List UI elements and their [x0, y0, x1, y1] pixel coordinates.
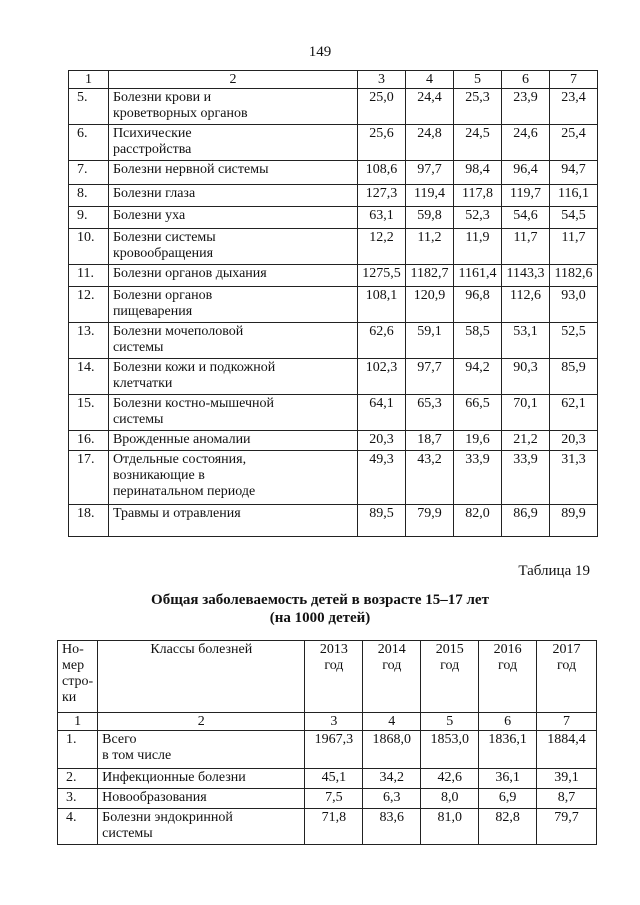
column-header: 2017 год	[537, 641, 597, 713]
value-cell: 20,3	[358, 431, 406, 451]
table-header-row	[69, 71, 598, 89]
value-cell: 1275,5	[358, 265, 406, 287]
value-cell: 6,9	[479, 789, 537, 809]
table-row	[69, 451, 598, 505]
table-row	[69, 395, 598, 431]
value-cell: 33,9	[453, 451, 501, 505]
disease-class: Болезни глаза	[108, 185, 357, 207]
value-cell: 93,0	[549, 287, 597, 323]
value-cell: 71,8	[305, 809, 363, 845]
value-cell: 11,7	[501, 229, 549, 265]
value-cell: 53,1	[501, 323, 549, 359]
value-cell: 12,2	[358, 229, 406, 265]
row-number: 18.	[69, 505, 109, 537]
row-number: 8.	[69, 185, 109, 207]
value-cell: 36,1	[479, 769, 537, 789]
row-number: 1.	[58, 731, 98, 769]
value-cell: 42,6	[421, 769, 479, 789]
column-number: 7	[549, 71, 597, 89]
row-number: 15.	[69, 395, 109, 431]
value-cell: 1868,0	[363, 731, 421, 769]
value-cell: 79,9	[406, 505, 454, 537]
table-row	[69, 207, 598, 229]
disease-class: Всего в том числе	[98, 731, 305, 769]
column-number: 6	[479, 713, 537, 731]
row-number: 16.	[69, 431, 109, 451]
row-number: 17.	[69, 451, 109, 505]
page-number: 149	[308, 44, 332, 60]
value-cell: 98,4	[453, 161, 501, 185]
value-cell: 58,5	[453, 323, 501, 359]
value-cell: 1182,7	[406, 265, 454, 287]
row-number: 7.	[69, 161, 109, 185]
column-header: 2016 год	[479, 641, 537, 713]
value-cell: 79,7	[537, 809, 597, 845]
row-number: 9.	[69, 207, 109, 229]
value-cell: 82,8	[479, 809, 537, 845]
value-cell: 25,4	[549, 125, 597, 161]
table-row	[69, 229, 598, 265]
table-row	[69, 505, 598, 537]
disease-class: Болезни нервной системы	[108, 161, 357, 185]
value-cell: 108,1	[358, 287, 406, 323]
value-cell: 54,5	[549, 207, 597, 229]
column-header: 2015 год	[421, 641, 479, 713]
disease-class: Болезни крови и кроветворных органов	[108, 89, 357, 125]
row-number: 14.	[69, 359, 109, 395]
value-cell: 97,7	[406, 359, 454, 395]
value-cell: 1182,6	[549, 265, 597, 287]
value-cell: 45,1	[305, 769, 363, 789]
value-cell: 1143,3	[501, 265, 549, 287]
value-cell: 96,8	[453, 287, 501, 323]
value-cell: 64,1	[358, 395, 406, 431]
row-number: 10.	[69, 229, 109, 265]
column-number: 7	[537, 713, 597, 731]
value-cell: 81,0	[421, 809, 479, 845]
row-number: 12.	[69, 287, 109, 323]
value-cell: 102,3	[358, 359, 406, 395]
value-cell: 18,7	[406, 431, 454, 451]
value-cell: 23,4	[549, 89, 597, 125]
value-cell: 43,2	[406, 451, 454, 505]
value-cell: 11,2	[406, 229, 454, 265]
row-number: 4.	[58, 809, 98, 845]
row-number: 6.	[69, 125, 109, 161]
row-number: 13.	[69, 323, 109, 359]
disease-class: Психические расстройства	[108, 125, 357, 161]
value-cell: 25,0	[358, 89, 406, 125]
value-cell: 62,1	[549, 395, 597, 431]
value-cell: 24,5	[453, 125, 501, 161]
morbidity-table-continued	[68, 70, 598, 537]
disease-class: Болезни органов дыхания	[108, 265, 357, 287]
value-cell: 39,1	[537, 769, 597, 789]
disease-class: Отдельные состояния, возникающие в перинатальном периоде	[108, 451, 357, 505]
value-cell: 1884,4	[537, 731, 597, 769]
disease-class: Врожденные аномалии	[108, 431, 357, 451]
value-cell: 116,1	[549, 185, 597, 207]
column-number: 1	[58, 713, 98, 731]
value-cell: 112,6	[501, 287, 549, 323]
table-row	[58, 789, 597, 809]
value-cell: 33,9	[501, 451, 549, 505]
table-title-line2: (на 1000 детей)	[269, 610, 371, 626]
value-cell: 94,2	[453, 359, 501, 395]
value-cell: 8,7	[537, 789, 597, 809]
value-cell: 86,9	[501, 505, 549, 537]
column-number: 3	[358, 71, 406, 89]
value-cell: 62,6	[358, 323, 406, 359]
value-cell: 1161,4	[453, 265, 501, 287]
disease-class: Травмы и отравления	[108, 505, 357, 537]
value-cell: 24,6	[501, 125, 549, 161]
column-number: 1	[69, 71, 109, 89]
value-cell: 63,1	[358, 207, 406, 229]
disease-class: Болезни органов пищеварения	[108, 287, 357, 323]
table-row	[58, 769, 597, 789]
value-cell: 11,9	[453, 229, 501, 265]
value-cell: 20,3	[549, 431, 597, 451]
table-title-line1: Общая заболеваемость детей в возрасте 15–17 лет	[151, 592, 489, 608]
column-number: 2	[98, 713, 305, 731]
column-number: 6	[501, 71, 549, 89]
value-cell: 94,7	[549, 161, 597, 185]
disease-class: Болезни мочеполовой системы	[108, 323, 357, 359]
column-header: 2014 год	[363, 641, 421, 713]
value-cell: 97,7	[406, 161, 454, 185]
disease-class: Болезни системы кровообращения	[108, 229, 357, 265]
value-cell: 120,9	[406, 287, 454, 323]
table-row	[69, 125, 598, 161]
column-header: Классы болезней	[98, 641, 305, 713]
value-cell: 117,8	[453, 185, 501, 207]
column-number: 4	[406, 71, 454, 89]
value-cell: 25,6	[358, 125, 406, 161]
value-cell: 89,5	[358, 505, 406, 537]
value-cell: 70,1	[501, 395, 549, 431]
column-number: 3	[305, 713, 363, 731]
row-number-header: Но- мер стро- ки	[58, 641, 98, 713]
column-number: 4	[363, 713, 421, 731]
value-cell: 8,0	[421, 789, 479, 809]
row-number: 5.	[69, 89, 109, 125]
value-cell: 52,5	[549, 323, 597, 359]
value-cell: 66,5	[453, 395, 501, 431]
table-row	[69, 323, 598, 359]
value-cell: 6,3	[363, 789, 421, 809]
morbidity-table-15-17	[57, 640, 597, 845]
table-row	[69, 265, 598, 287]
value-cell: 1836,1	[479, 731, 537, 769]
column-numbering-row	[58, 713, 597, 731]
column-number: 5	[421, 713, 479, 731]
disease-class: Новообразования	[98, 789, 305, 809]
value-cell: 83,6	[363, 809, 421, 845]
column-header: 2013 год	[305, 641, 363, 713]
disease-class: Инфекционные болезни	[98, 769, 305, 789]
row-number: 3.	[58, 789, 98, 809]
disease-class: Болезни уха	[108, 207, 357, 229]
disease-class: Болезни кожи и подкожной клетчатки	[108, 359, 357, 395]
table-row	[58, 809, 597, 845]
table-row	[69, 359, 598, 395]
disease-class: Болезни костно-мышечной системы	[108, 395, 357, 431]
table-row	[58, 731, 597, 769]
value-cell: 82,0	[453, 505, 501, 537]
value-cell: 85,9	[549, 359, 597, 395]
value-cell: 59,1	[406, 323, 454, 359]
table-title	[0, 591, 640, 627]
value-cell: 21,2	[501, 431, 549, 451]
value-cell: 24,4	[406, 89, 454, 125]
value-cell: 23,9	[501, 89, 549, 125]
value-cell: 89,9	[549, 505, 597, 537]
table-row	[69, 161, 598, 185]
value-cell: 127,3	[358, 185, 406, 207]
column-number: 2	[108, 71, 357, 89]
value-cell: 11,7	[549, 229, 597, 265]
value-cell: 59,8	[406, 207, 454, 229]
value-cell: 34,2	[363, 769, 421, 789]
value-cell: 31,3	[549, 451, 597, 505]
value-cell: 54,6	[501, 207, 549, 229]
value-cell: 25,3	[453, 89, 501, 125]
value-cell: 90,3	[501, 359, 549, 395]
value-cell: 19,6	[453, 431, 501, 451]
disease-class: Болезни эндокринной системы	[98, 809, 305, 845]
table-row	[69, 287, 598, 323]
row-number: 11.	[69, 265, 109, 287]
value-cell: 52,3	[453, 207, 501, 229]
table-row	[69, 89, 598, 125]
value-cell: 108,6	[358, 161, 406, 185]
value-cell: 1967,3	[305, 731, 363, 769]
value-cell: 1853,0	[421, 731, 479, 769]
value-cell: 96,4	[501, 161, 549, 185]
row-number: 2.	[58, 769, 98, 789]
table-row	[69, 185, 598, 207]
table-row	[69, 431, 598, 451]
value-cell: 49,3	[358, 451, 406, 505]
value-cell: 7,5	[305, 789, 363, 809]
value-cell: 65,3	[406, 395, 454, 431]
table-label: Таблица 19	[518, 563, 590, 579]
column-number: 5	[453, 71, 501, 89]
table-header-row	[58, 641, 597, 713]
value-cell: 24,8	[406, 125, 454, 161]
value-cell: 119,7	[501, 185, 549, 207]
value-cell: 119,4	[406, 185, 454, 207]
